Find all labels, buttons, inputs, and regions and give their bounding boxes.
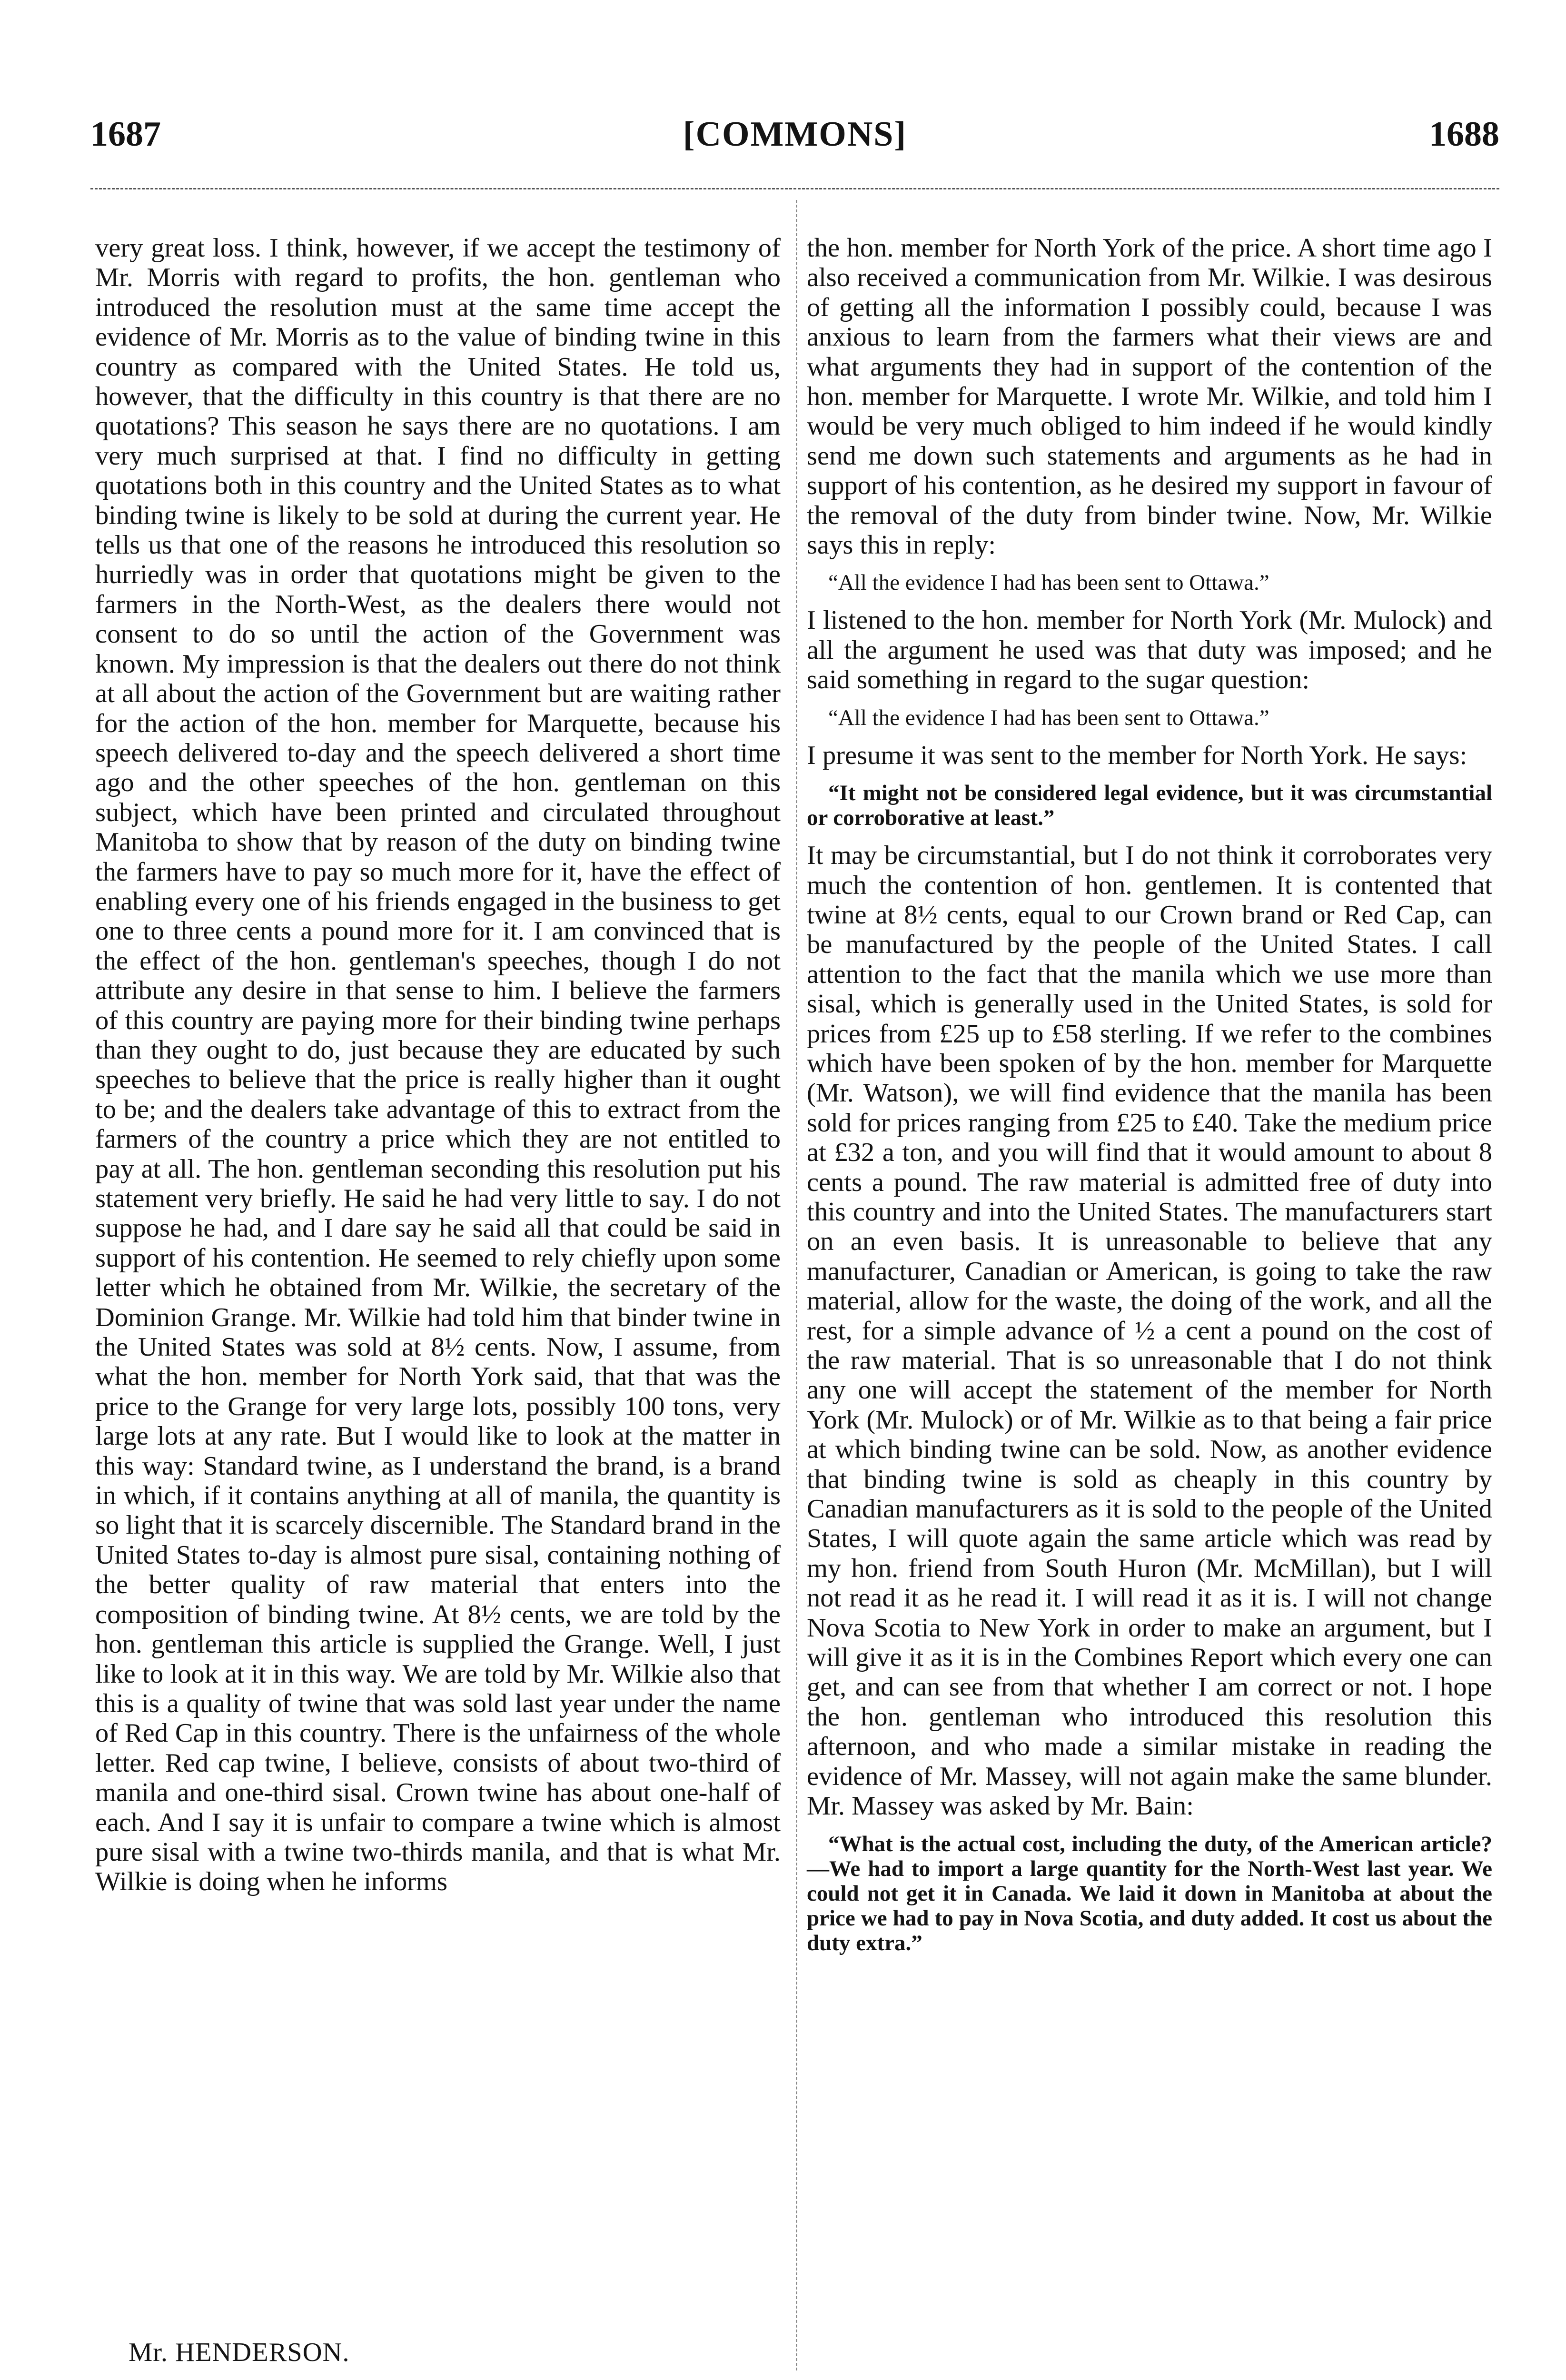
column-divider <box>796 200 797 2370</box>
right-paragraph-3: I presume it was sent to the member for North York. He says: <box>807 740 1467 770</box>
right-paragraph-1: the hon. member for North York of the price. A short time ago I also received a communication from Mr. Wilkie. I was desirous of getting all the information I possibly could, because I was anxious to learn from the farmers what their views are and what arguments they had in support of the contention of the hon. member for Marquette. I wrote Mr. Wilkie, and told him I would be very much obliged to him indeed if he would kindly send me down such statements and arguments as he had in support of his contention, as he desired my support in favour of the removal of the duty from binder twine. Now, Mr. Wilkie says this in reply: <box>807 233 1492 560</box>
page-number-right: 1688 <box>1429 115 1499 154</box>
page-number-left: 1687 <box>90 115 161 154</box>
quote-3: “It might not be considered legal evidence, but it was circumstantial or corroborative at least.” <box>807 781 1492 831</box>
right-paragraph-4: It may be circumstantial, but I do not think it corroborates very much the contention of hon. gentlemen. It is contented that twine at 8½ cents, equal to our Crown brand or Red Cap, can be manufactured by the people of the United States. I call attention to the fact that the manila which we use more than sisal, which is generally used in the United States, is sold for prices from £25 up to £58 sterling. If we refer to the combines which have been spoken of by the hon. member for Marquette (Mr. Watson), we will find evidence that the manila has been sold for prices ranging from £25 to £40. Take the medium price at £32 a ton, and you will find that it would amount to about 8 cents a pound. The raw material is admitted free of duty into this country and into the United States. The manufacturers start on an even basis. It is unreasonable to believe that any manufacturer, Canadian or American, is going to take the raw material, allow for the waste, the doing of the work, and all the rest, for a simple advance of ½ a cent a pound on the cost of the raw material. That is so unreasonable that I do not think any one will accept the statement of the member for North York (Mr. Mulock) or of Mr. Wilkie as to that being a fair price at which binding twine can be sold. Now, as another evidence that binding twine is sold as cheaply in this country by Canadian manufacturers as it is sold to the people of the United States, I will quote again the same article which was read by my hon. friend from South Huron (Mr. McMillan), but I will not read it as he read it. I will read it as it is. I will not change Nova Scotia to New York in order to make an argument, but I will give it as it is in the Combines Report which every one can get, and can see from that whether I am correct or not. I hope the hon. gentleman who introduced this resolution this afternoon, and who made a similar mistake in reading the evidence of Mr. Massey, will not again make the same blunder. Mr. Massey was asked by Mr. Bain: <box>807 841 1492 1821</box>
left-column <box>95 233 781 1897</box>
right-paragraph-2: I listened to the hon. member for North York (Mr. Mulock) and all the argument he used was that duty was imposed; and he said something in regard to the sugar question: <box>807 605 1492 695</box>
quote-4: “What is the actual cost, including the duty, of the American article?—We had to import a large quantity for the North-West last year. We could not get it in Canada. We laid it down in Manitoba at about the price we had to pay in Nova Scotia, and duty added. It cost us about the duty extra.” <box>807 1831 1492 1955</box>
header-title: [COMMONS] <box>683 115 907 154</box>
quote-1: “All the evidence I had has been sent to Ottawa.” <box>828 570 1269 595</box>
header-rule <box>90 188 1499 189</box>
page-header <box>90 114 1499 171</box>
left-paragraph-1: very great loss. I think, however, if we accept the testimony of Mr. Morris with regard to profits, the hon. gentleman who introduced the resolution must at the same time accept the evidence of Mr. Morris as to the value of binding twine in this country as compared with the United States. He told us, however, that the difficulty in this country is that there are no quotations? This season he says there are no quotations. I am very much surprised at that. I find no difficulty in getting quotations both in this country and the United States as to what binding twine is likely to be sold at during the current year. He tells us that one of the reasons he introduced this resolution so hurriedly was in order that quotations might be given to the farmers in the North-West, as the dealers there would not consent to do so until the action of the Government was known. My impression is that the dealers out there do not think at all about the action of the Government but are waiting rather for the action of the hon. member for Marquette, because his speech delivered to-day and the speech delivered a short time ago and the other speeches of the hon. gentleman on this subject, which have been printed and circulated throughout Manitoba to show that by reason of the duty on binding twine the farmers have to pay so much more for it, have the effect of enabling every one of his friends engaged in the business to get one to three cents a pound more for it. I am convinced that is the effect of the hon. gentleman's speeches, though I do not attribute any desire in that sense to him. I believe the farmers of this country are paying more for their binding twine perhaps than they ought to do, just because they are educated by such speeches to believe that the price is really higher than it ought to be; and the dealers take advantage of this to extract from the farmers of the country a price which they are not entitled to pay at all. The hon. gentleman seconding this resolution put his statement very briefly. He said he had very little to say. I do not suppose he had, and I dare say he said all that could be said in support of his contention. He seemed to rely chiefly upon some letter which he obtained from Mr. Wilkie, the secretary of the Dominion Grange. Mr. Wilkie had told him that binder twine in the United States was sold at 8½ cents. Now, I assume, from what the hon. member for North York said, that that was the price to the Grange for very large lots, possibly 100 tons, very large lots at any rate. But I would like to look at the matter in this way: Standard twine, as I understand the brand, is a brand in which, if it contains anything at all of manila, the quantity is so light that it is scarcely discernible. The Standard brand in the United States to-day is almost pure sisal, containing nothing of the better quality of raw material that enters into the composition of binding twine. At 8½ cents, we are told by the hon. gentleman this article is supplied the Grange. Well, I just like to look at it in this way. We are told by Mr. Wilkie also that this is a quality of twine that was sold last year under the name of Red Cap in this country. There is the unfairness of the whole letter. Red cap twine, I believe, consists of about two-third of manila and one-third sisal. Crown twine has about one-half of each. And I say it is unfair to compare a twine which is almost pure sisal with a twine two-thirds manila, and that is what Mr. Wilkie is doing when he informs <box>95 233 781 1897</box>
quote-2: “All the evidence I had has been sent to Ottawa.” <box>828 705 1269 730</box>
speaker-signoff: Mr. HENDERSON. <box>129 2338 350 2367</box>
right-column <box>807 233 1492 1966</box>
